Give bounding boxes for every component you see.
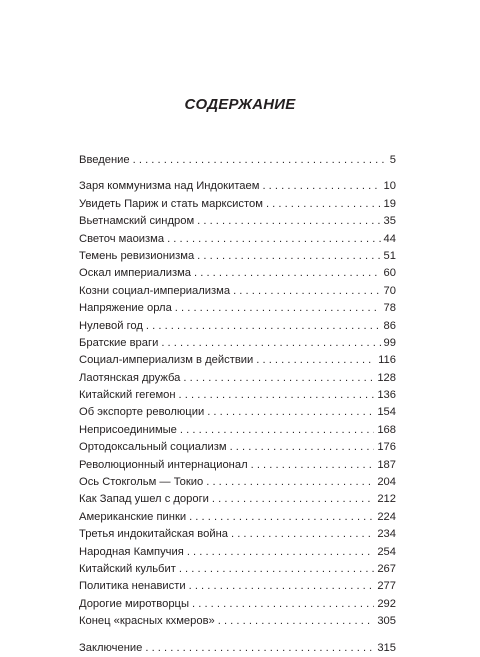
- toc-entry: [79, 248, 396, 265]
- toc-dot-leader: [187, 544, 375, 561]
- toc-page-number: 10: [383, 180, 396, 193]
- toc-dot-leader: [189, 509, 374, 526]
- toc-entry: [79, 544, 396, 561]
- toc-dot-leader: [161, 335, 380, 352]
- toc-page-number: 292: [377, 597, 396, 610]
- toc-entry-title: Нулевой год: [79, 319, 143, 332]
- toc-entry-title: Об экспорте революции: [79, 406, 205, 419]
- toc-entry: [79, 300, 396, 317]
- toc-entry: [79, 596, 396, 613]
- toc-entry: [79, 213, 396, 230]
- toc-dot-leader: [175, 300, 381, 317]
- toc-entry: [79, 526, 396, 543]
- toc-dot-leader: [167, 231, 380, 248]
- toc-page-number: 128: [377, 371, 396, 384]
- toc-page-number: 168: [377, 423, 396, 436]
- toc-entry: [79, 352, 396, 369]
- toc-dot-leader: [192, 596, 374, 613]
- toc-entry: [79, 231, 396, 248]
- toc-entry-title: Вьетнамский синдром: [79, 215, 195, 228]
- toc-entry-title: Дорогие миротворцы: [79, 597, 190, 610]
- toc-entry: [79, 178, 396, 195]
- toc-page-number: 99: [383, 336, 396, 349]
- toc-page-number: 277: [377, 580, 396, 593]
- toc-page-number: 267: [377, 562, 396, 575]
- toc-entry-title: Лаотянская дружба: [79, 371, 181, 384]
- toc-entry: [79, 613, 396, 630]
- toc-page-number: 154: [377, 406, 396, 419]
- toc-dot-leader: [179, 387, 375, 404]
- toc-entry-title: Американские пинки: [79, 510, 187, 523]
- toc-entry-title: Китайский кульбит: [79, 562, 176, 575]
- toc-entry: [79, 265, 396, 282]
- toc-entry: [79, 509, 396, 526]
- toc-dot-leader: [133, 152, 387, 169]
- toc-entry-title: Ось Стокгольм — Токио: [79, 476, 204, 489]
- toc-page-number: 212: [377, 493, 396, 506]
- toc-entry: [79, 152, 396, 169]
- toc-entry-title: Оскал империализма: [79, 267, 192, 280]
- page-title: СОДЕРЖАНИЕ: [184, 96, 296, 113]
- toc-page-number: 234: [377, 528, 396, 541]
- toc-dot-leader: [180, 422, 374, 439]
- toc-page-number: 224: [377, 510, 396, 523]
- toc-entry: [79, 404, 396, 421]
- toc-entry-title: Политика ненависти: [79, 580, 186, 593]
- toc-entry: [79, 578, 396, 595]
- toc-entry: [79, 335, 396, 352]
- toc-entry: [79, 640, 396, 657]
- toc-entry-title: Светоч маоизма: [79, 232, 165, 245]
- toc-dot-leader: [233, 283, 380, 300]
- toc-entry: [79, 491, 396, 508]
- toc-entry: [79, 283, 396, 300]
- toc-entry-title: Заключение: [79, 641, 143, 654]
- toc-entry-title: Темень ревизионизма: [79, 249, 195, 262]
- toc-page-number: 70: [383, 284, 396, 297]
- toc-entry-title: Народная Кампучия: [79, 545, 184, 558]
- toc-dot-leader: [145, 640, 374, 657]
- toc-dot-leader: [230, 439, 375, 456]
- toc-page-number: 86: [383, 319, 396, 332]
- toc-entry-title: Китайский гегемон: [79, 389, 176, 402]
- toc-page-number: 305: [377, 615, 396, 628]
- toc-entry: [79, 439, 396, 456]
- toc-entry-title: Увидеть Париж и стать марксистом: [79, 197, 263, 210]
- toc-entry: [79, 196, 396, 213]
- toc-page-number: 116: [378, 354, 396, 367]
- toc-dot-leader: [266, 196, 381, 213]
- toc-entry-title: Неприсоединимые: [79, 423, 177, 436]
- toc-entry-title: Революционный интернационал: [79, 458, 248, 471]
- toc-entry-title: Ортодоксальный социализм: [79, 441, 227, 454]
- table-of-contents: [79, 152, 396, 657]
- toc-dot-leader: [197, 213, 380, 230]
- toc-entry-title: Социал-империализм в действии: [79, 354, 254, 367]
- toc-dot-leader: [189, 578, 375, 595]
- toc-entry: [79, 387, 396, 404]
- toc-page-number: 60: [383, 267, 396, 280]
- toc-entry: [79, 474, 396, 491]
- toc-entry: [79, 457, 396, 474]
- toc-dot-leader: [194, 265, 381, 282]
- toc-dot-leader: [218, 613, 375, 630]
- toc-dot-leader: [183, 370, 374, 387]
- toc-page-number: 19: [383, 197, 396, 210]
- toc-entry-title: Как Запад ушел с дороги: [79, 493, 209, 506]
- toc-dot-leader: [251, 457, 375, 474]
- toc-page-number: 176: [377, 441, 396, 454]
- toc-dot-leader: [207, 404, 374, 421]
- toc-dot-leader: [146, 318, 381, 335]
- toc-entry-title: Введение: [79, 154, 130, 166]
- toc-page-number: 315: [377, 641, 396, 654]
- toc-entry-title: Козни социал-империализма: [79, 284, 231, 297]
- toc-page-number: 254: [377, 545, 396, 558]
- toc-dot-leader: [262, 178, 380, 195]
- toc-entry: [79, 422, 396, 439]
- toc-entry-title: Напряжение орла: [79, 302, 172, 315]
- toc-dot-leader: [206, 474, 374, 491]
- toc-page-number: 51: [383, 249, 396, 262]
- toc-page-number: 35: [383, 215, 396, 228]
- toc-dot-leader: [197, 248, 380, 265]
- toc-dot-leader: [256, 352, 375, 369]
- toc-entry: [79, 318, 396, 335]
- toc-entry-title: Заря коммунизма над Индокитаем: [79, 180, 260, 193]
- toc-entry: [79, 561, 396, 578]
- toc-page-number: 136: [377, 389, 396, 402]
- toc-page-number: 187: [377, 458, 396, 471]
- toc-dot-leader: [179, 561, 374, 578]
- toc-page-number: 5: [389, 154, 396, 166]
- toc-entry-title: Братские враги: [79, 336, 159, 349]
- toc-dot-leader: [231, 526, 374, 543]
- toc-entry-title: Третья индокитайская война: [79, 528, 228, 541]
- toc-dot-leader: [212, 491, 374, 508]
- toc-entry: [79, 370, 396, 387]
- toc-entry-title: Конец «красных кхмеров»: [79, 615, 215, 628]
- toc-page-number: 78: [383, 302, 396, 315]
- toc-page-number: 44: [383, 232, 396, 245]
- toc-page-number: 204: [377, 476, 396, 489]
